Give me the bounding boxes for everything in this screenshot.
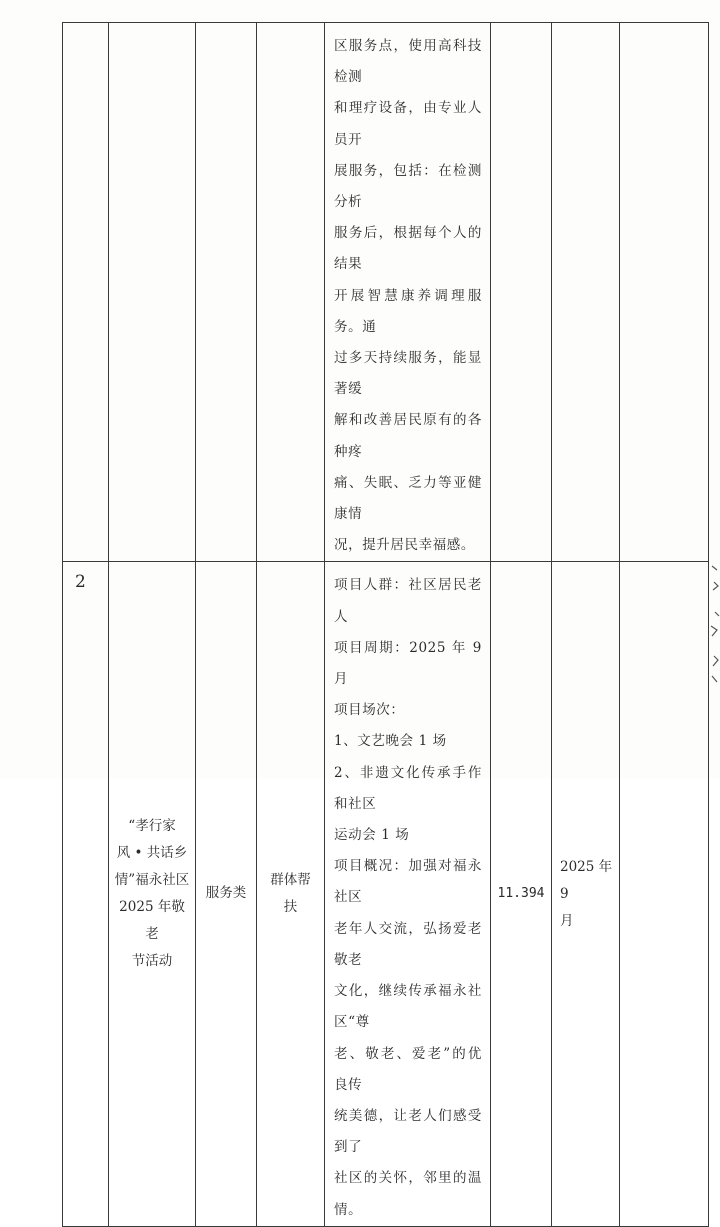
project-category xyxy=(257,867,324,921)
content-line: 项目场次： xyxy=(334,702,405,719)
project-time xyxy=(552,854,619,935)
row1-no-cell xyxy=(63,23,109,562)
row1-type-cell xyxy=(196,23,257,562)
row2-time-cell xyxy=(552,562,620,1226)
content-line: 项目周期：2025 年 9 月 xyxy=(334,639,482,688)
row2-type-cell xyxy=(196,562,257,1226)
content-line: 况，提升居民幸福感。 xyxy=(334,537,475,554)
project-table xyxy=(62,22,709,1227)
project-name xyxy=(109,813,195,975)
content-line: 运动会 1 场 xyxy=(334,827,410,844)
row1-note-cell xyxy=(620,23,709,562)
project-type: 服务类 xyxy=(205,885,247,902)
time-line: 月 xyxy=(560,912,574,929)
row-number: 2 xyxy=(75,572,86,593)
row2-name-cell xyxy=(109,562,196,1226)
content-line: 老、敬老、爱老”的优良传 xyxy=(334,1045,482,1093)
content-line: 区服务点，使用高科技检测 xyxy=(334,38,482,86)
row1-content-text xyxy=(325,23,490,561)
name-line: 风 • 共话乡 xyxy=(116,845,188,862)
row1-amount-cell xyxy=(491,23,552,562)
name-line: “孝行家 xyxy=(128,818,176,835)
content-line: 2、非遗文化传承手作和社区 xyxy=(334,764,482,812)
content-line: 社区的关怀，邻里的温情。 xyxy=(334,1170,482,1218)
row2-amount-cell xyxy=(491,562,552,1226)
time-line: 2025 年 9 xyxy=(560,858,613,902)
content-line: 解和改善居民原有的各种疼 xyxy=(334,412,482,460)
content-line: 服务后，根据每个人的结果 xyxy=(334,225,482,273)
row1-category-cell xyxy=(257,23,325,562)
content-line: 文化，继续传承福永社区“尊 xyxy=(334,983,482,1031)
category-line: 扶 xyxy=(283,899,298,916)
edge-stamp-fragment xyxy=(708,560,720,690)
project-amount: 11.394 xyxy=(497,886,545,902)
row2-no-cell xyxy=(63,562,109,1226)
content-line: 老年人交流，弘扬爱老敬老 xyxy=(334,920,482,968)
content-line: 1、文艺晚会 1 场 xyxy=(334,733,447,750)
category-line: 群体帮 xyxy=(270,872,311,889)
row2-category-cell xyxy=(257,562,325,1226)
content-line: 开展智慧康养调理服务。通 xyxy=(334,287,482,335)
row2-content-cell xyxy=(325,562,491,1226)
content-line: 过多天持续服务，能显著缓 xyxy=(334,350,482,398)
name-line: 节活动 xyxy=(131,953,173,970)
table-row xyxy=(63,562,709,1226)
row2-note-cell xyxy=(620,562,709,1226)
row1-time-cell xyxy=(552,23,620,562)
row1-name-cell xyxy=(109,23,196,562)
content-line: 统美德，让老人们感受到了 xyxy=(334,1107,482,1156)
name-line: 情”福永社区 xyxy=(114,872,190,889)
content-line: 和理疗设备，由专业人员开 xyxy=(334,100,482,148)
row2-content-text xyxy=(325,562,490,1225)
content-line: 展服务，包括：在检测分析 xyxy=(334,162,482,211)
name-line: 2025 年敬老 xyxy=(119,899,185,943)
content-line: 痛、失眠、乏力等亚健康情 xyxy=(334,474,482,523)
content-line: 项目概况：加强对福永社区 xyxy=(334,858,482,906)
row1-content-cell xyxy=(325,23,491,562)
content-line: 项目人群：社区居民老人 xyxy=(334,577,482,625)
table-row xyxy=(63,23,709,562)
